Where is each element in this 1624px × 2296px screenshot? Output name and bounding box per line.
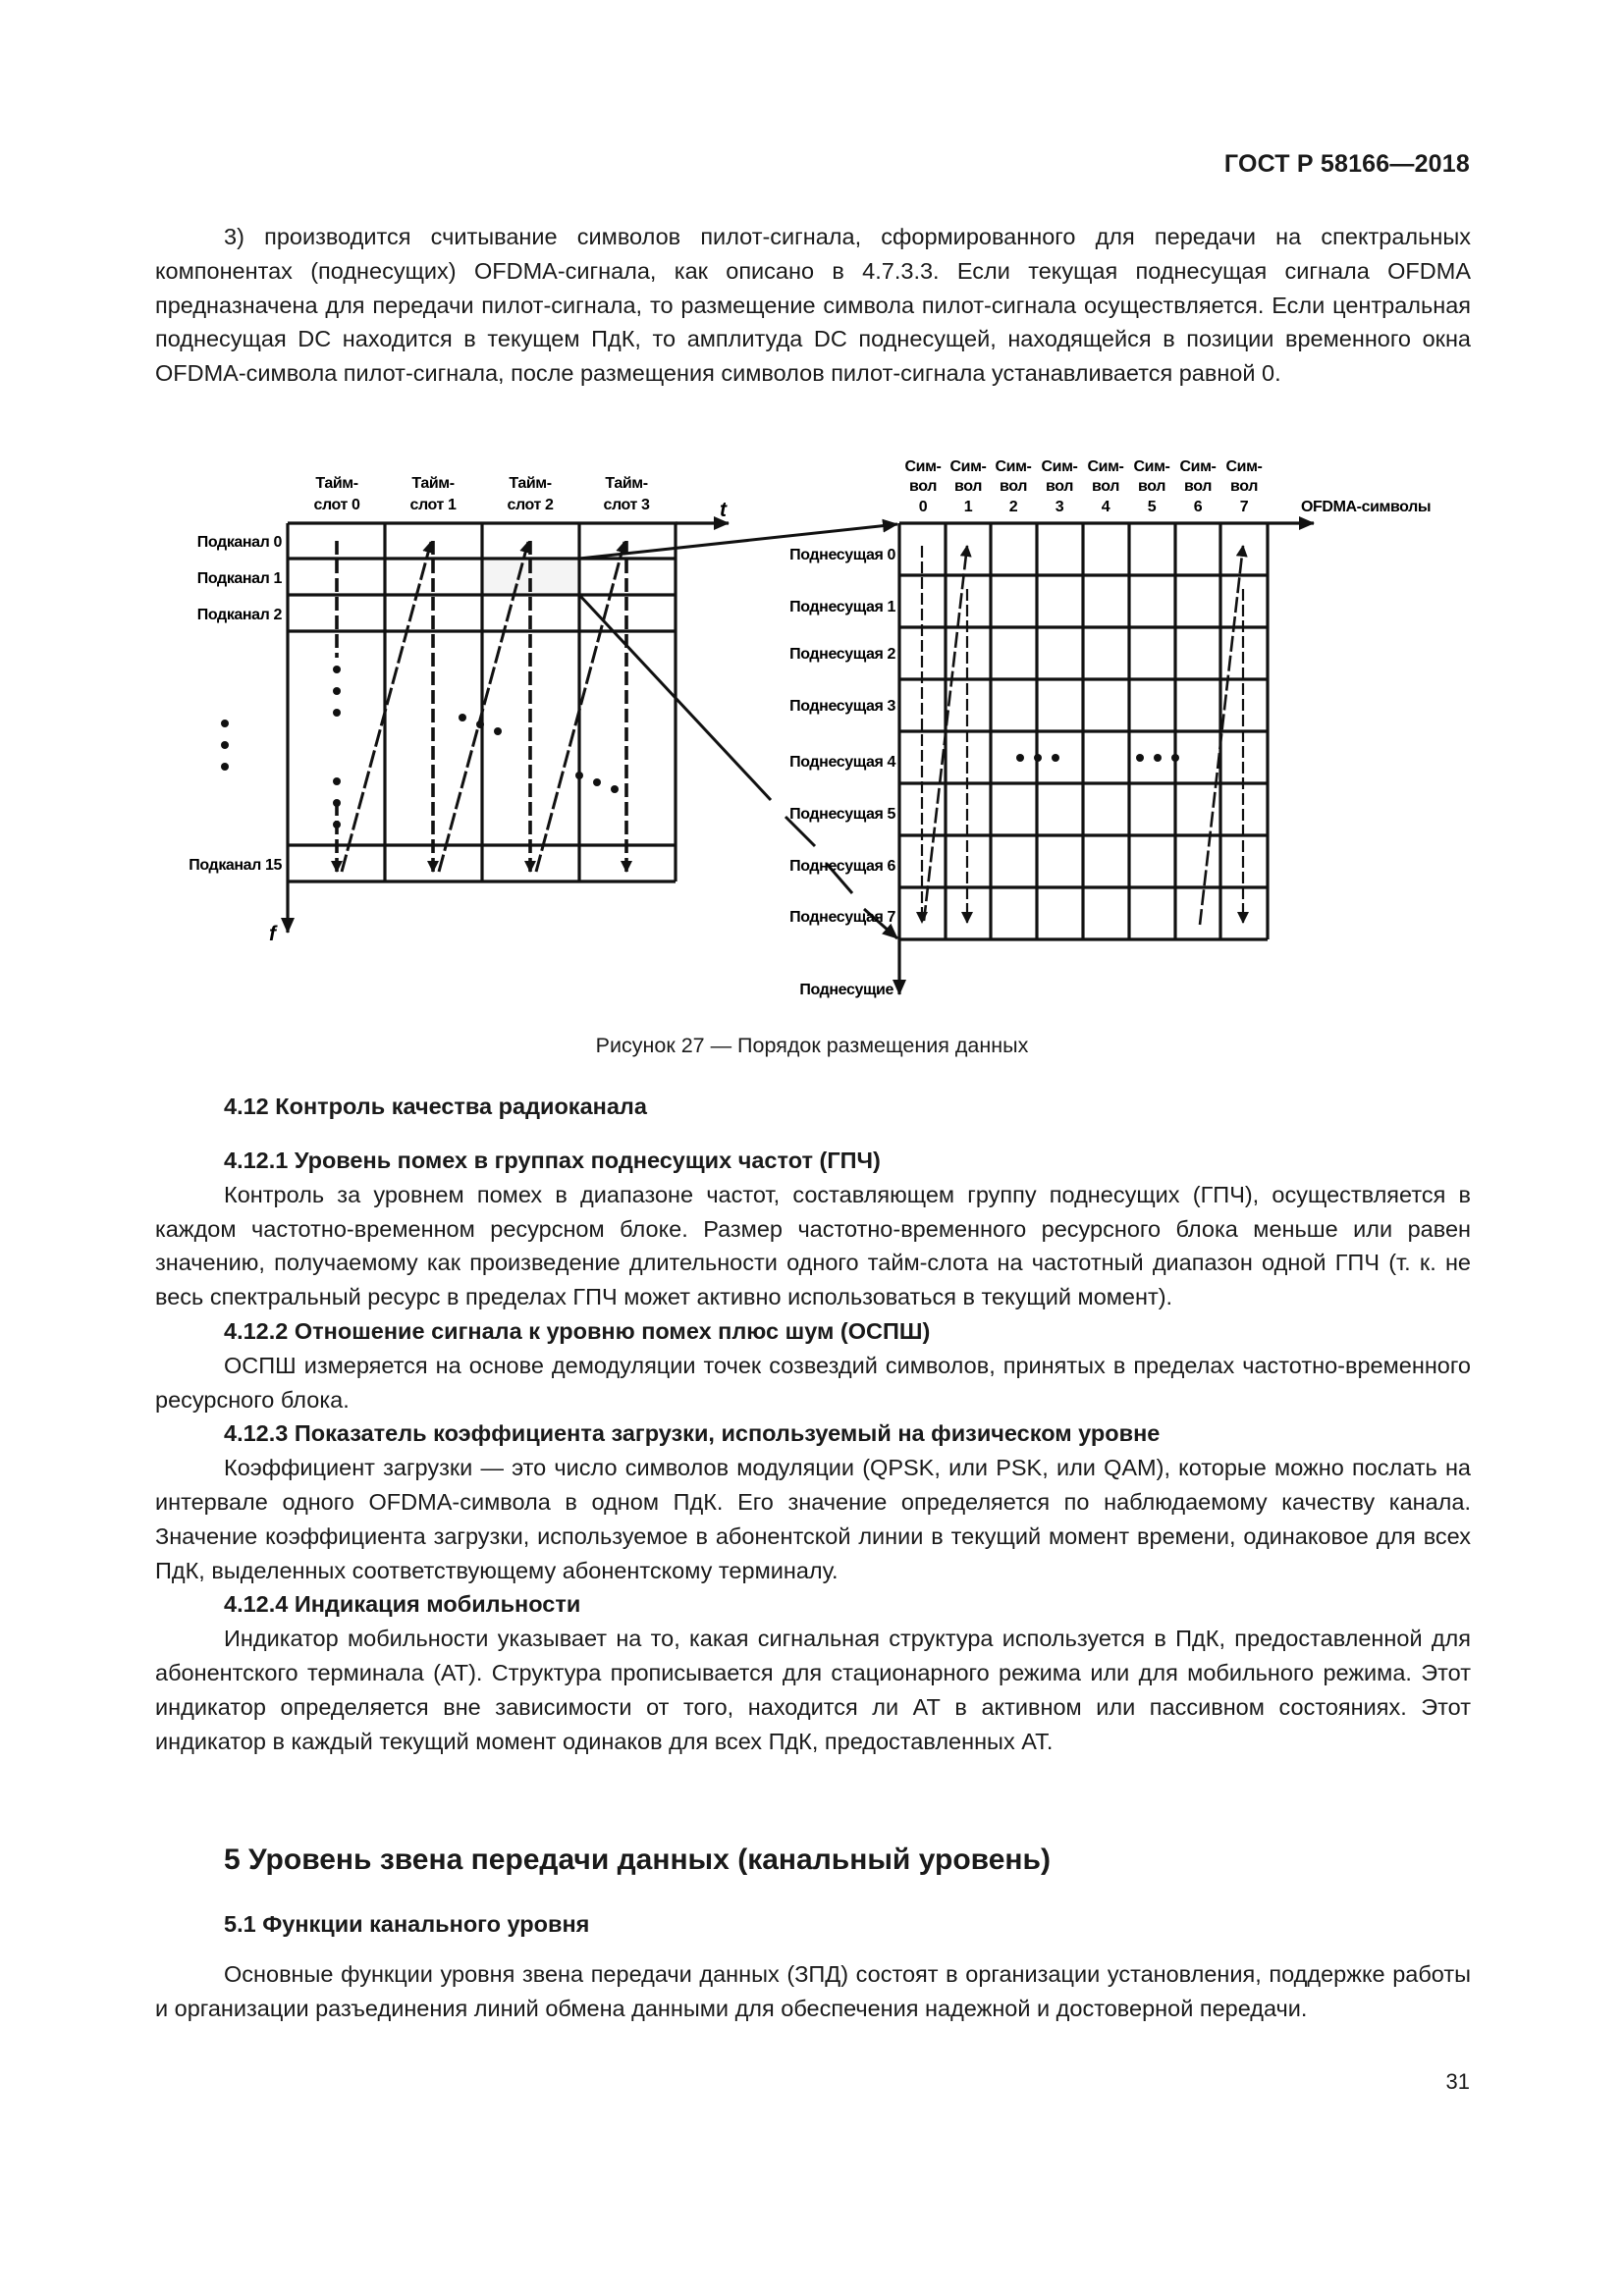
subcarrier-3-label: Поднесущая 3 bbox=[789, 698, 895, 715]
timeslot-3-label-line1: Тайм- bbox=[605, 475, 648, 492]
symbol-1-label-line2: вол bbox=[954, 478, 982, 495]
symbol-2-label-line1: Сим- bbox=[995, 458, 1032, 475]
symbol-ellipsis-dots bbox=[1016, 754, 1179, 762]
subcarrier-2-label: Поднесущая 2 bbox=[789, 646, 895, 663]
symbol-0-label-line1: Сим- bbox=[904, 458, 942, 475]
subchannel-0-label: Подканал 0 bbox=[196, 534, 282, 551]
heading-4-12-1: 4.12.1 Уровень помех в группах поднесущих частот (ГПЧ) bbox=[224, 1148, 881, 1173]
symbol-3-label-line1: Сим- bbox=[1041, 458, 1078, 475]
symbol-5-label-line1: Сим- bbox=[1133, 458, 1170, 475]
symbol-2-number: 2 bbox=[1008, 499, 1018, 515]
symbol-2-label-line2: вол bbox=[1000, 478, 1027, 495]
timeslot-2-label-line2: слот 2 bbox=[507, 497, 554, 513]
symbol-3-label-line2: вол bbox=[1046, 478, 1073, 495]
symbol-5-number: 5 bbox=[1147, 499, 1157, 515]
symbol-1-label-line1: Сим- bbox=[949, 458, 987, 475]
ofdma-axis-label: OFDMA-символы bbox=[1301, 499, 1432, 515]
symbol-4-number: 4 bbox=[1101, 499, 1110, 515]
paragraph-5-1: Основные функции уровня звена передачи данных (ЗПД) состоят в организации установления, поддержке работы и организации разъединения линий обмена данными для обеспечения надежной и достоверной передачи. bbox=[155, 1961, 1471, 2021]
document-id-header: ГОСТ Р 58166—2018 bbox=[1223, 150, 1470, 178]
section-5-1-content bbox=[155, 1957, 1471, 2026]
paragraph-4-12-4: Индикатор мобильности указывает на то, какая сигнальная структура используется в ПдК, предоставленной для абонентского терминала (АТ). Структура прописывается для стационарного режима или для мобильного режима. Этот индикатор определяется вне зависимости от того, находится ли АТ в активном или пассивном состояниях. Этот индикатор в каждый текущий момент одинаков для всех ПдК, предоставленных АТ. bbox=[155, 1626, 1471, 1754]
symbol-6-label-line1: Сим- bbox=[1179, 458, 1217, 475]
time-axis-label: t bbox=[720, 499, 727, 521]
paragraph-4-12-2: ОСПШ измеряется на основе демодуляции точек созвездий символов, принятых в пределах частотно-временного ресурсного блока. bbox=[155, 1352, 1471, 1413]
symbol-6-label-line2: вол bbox=[1184, 478, 1212, 495]
subchannel-1-label: Подканал 1 bbox=[196, 570, 282, 587]
subcarriers-axis-label: Поднесущие bbox=[799, 982, 893, 998]
paragraph-4-12-3: Коэффициент загрузки — это число символов модуляции (QPSK, или PSK, или QAM), которые можно послать на интервале одного OFDMA-символа в одном ПдК. Его значение определяется по наблюдаемому качеству канала. Значение коэффициента загрузки, используемое в абонентской линии в текущий момент времени, одинаковое для всех ПдК, выделенных соответствующему абонентскому терминалу. bbox=[155, 1455, 1471, 1583]
subcarrier-4-label: Поднесущая 4 bbox=[789, 754, 895, 771]
symbol-7-number: 7 bbox=[1239, 499, 1249, 515]
data-allocation-figure bbox=[0, 0, 1624, 1041]
symbol-3-number: 3 bbox=[1055, 499, 1064, 515]
section-5-1 bbox=[155, 1907, 1471, 1942]
section-4-12-content bbox=[155, 1144, 1471, 1758]
figure-caption: Рисунок 27 — Порядок размещения данных bbox=[595, 1034, 1029, 1057]
page-number: 31 bbox=[1445, 2069, 1470, 2094]
intro-paragraph: 3) производится считывание символов пилот-сигнала, сформированного для передачи на спектральных компонентах (поднесущих) OFDMA-сигнала, как описано в 4.7.3.3. Если текущая поднесущая сигнала OFDMA предназначена для передачи пилот-сигнала, то размещение символа пилот-сигнала осуществляется. Если центральная поднесущая DC находится в текущем ПдК, то амплитуда DC поднесущей, находящейся в позиции временного окна OFDMA-символа пилот-сигнала, после размещения символов пилот-сигнала устанавливается равной 0. bbox=[155, 224, 1471, 387]
symbol-0-label-line2: вол bbox=[909, 478, 937, 495]
symbol-1-number: 1 bbox=[963, 499, 973, 515]
symbol-0-number: 0 bbox=[918, 499, 928, 515]
subchannel-2-label: Подканал 2 bbox=[196, 607, 282, 623]
symbol-7-label-line1: Сим- bbox=[1225, 458, 1263, 475]
timeslot-0-label-line2: слот 0 bbox=[313, 497, 360, 513]
timeslot-labels bbox=[313, 475, 650, 513]
symbol-7-label-line2: вол bbox=[1230, 478, 1258, 495]
timeslot-1-label-line2: слот 1 bbox=[409, 497, 457, 513]
heading-5: 5 Уровень звена передачи данных (канальный уровень) bbox=[224, 1843, 1051, 1876]
symbol-6-number: 6 bbox=[1193, 499, 1203, 515]
subcarrier-7-label: Поднесущая 7 bbox=[789, 909, 895, 926]
timeslot-2-label-line1: Тайм- bbox=[509, 475, 552, 492]
section-5 bbox=[155, 1843, 1471, 1878]
symbol-labels bbox=[905, 458, 1263, 515]
subcarrier-6-label: Поднесущая 6 bbox=[789, 858, 895, 875]
paragraph-4-12-1: Контроль за уровнем помех в диапазоне частот, составляющем группу поднесущих (ГПЧ), осуществляется в каждом частотно-временном ресурсном блоке. Размер частотно-временного ресурсного блока меньше или равен значению, получаемому как произведение длительности одного тайм-слота на частотный диапазон одной ГПЧ (т. к. не весь спектральный ресурс в пределах ГПЧ может активно использоваться в текущий момент). bbox=[155, 1181, 1471, 1310]
symbol-4-label-line2: вол bbox=[1092, 478, 1119, 495]
subchannel-15-label: Подканал 15 bbox=[189, 857, 282, 874]
heading-4-12-2: 4.12.2 Отношение сигнала к уровню помех плюс шум (ОСПШ) bbox=[224, 1317, 931, 1344]
subchannel-labels bbox=[189, 534, 282, 874]
frequency-axis-label: f bbox=[269, 923, 276, 945]
subcarrier-labels bbox=[789, 547, 895, 998]
heading-4-12-4: 4.12.4 Индикация мобильности bbox=[224, 1591, 581, 1618]
timeslot-1-label-line1: Тайм- bbox=[411, 475, 455, 492]
ellipsis-dots bbox=[221, 666, 619, 828]
timeslot-3-label-line2: слот 3 bbox=[603, 497, 650, 513]
symbol-5-label-line2: вол bbox=[1138, 478, 1165, 495]
timeslot-0-label-line1: Тайм- bbox=[315, 475, 358, 492]
symbol-4-label-line1: Сим- bbox=[1087, 458, 1124, 475]
subcarrier-0-label: Поднесущая 0 bbox=[789, 547, 895, 563]
heading-5-1: 5.1 Функции канального уровня bbox=[224, 1911, 590, 1937]
subcarrier-1-label: Поднесущая 1 bbox=[789, 599, 895, 615]
heading-4-12: 4.12 Контроль качества радиоканала bbox=[224, 1094, 647, 1119]
section-4-12 bbox=[155, 1090, 1471, 1124]
heading-4-12-3: 4.12.3 Показатель коэффициента загрузки, используемый на физическом уровне bbox=[224, 1420, 1161, 1447]
subcarrier-5-label: Поднесущая 5 bbox=[789, 806, 895, 823]
